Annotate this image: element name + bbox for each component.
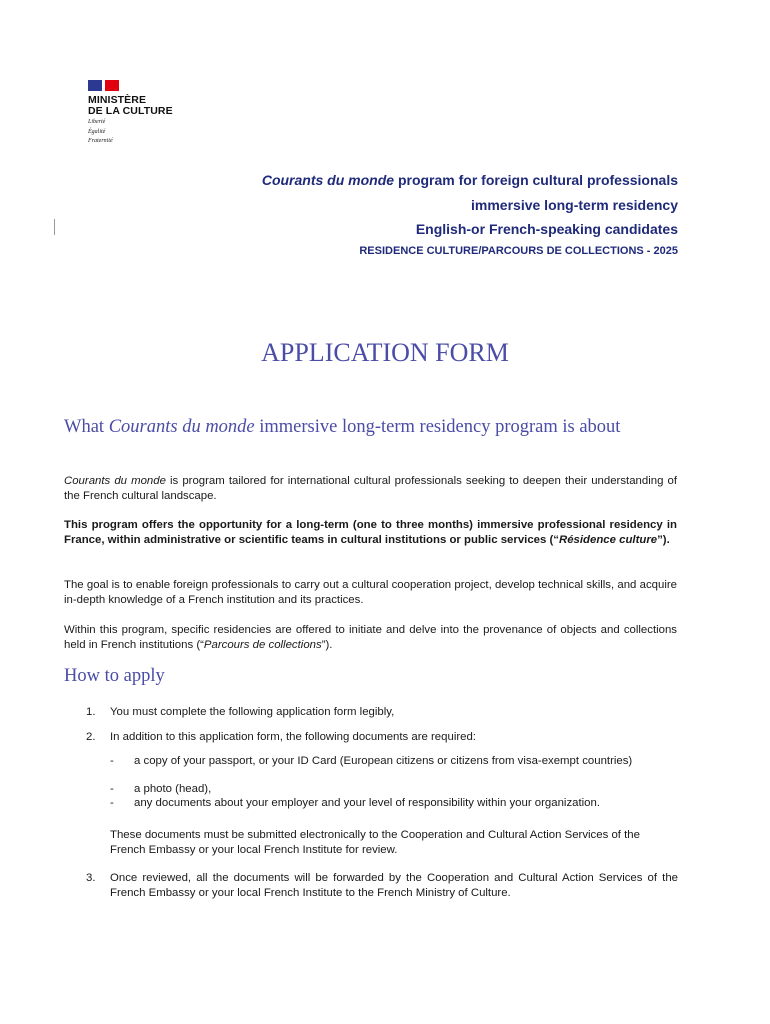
list-text: Once reviewed, all the documents will be forwarded by the Cooperation and Cultural Action Services of the French Embassy or your local French Institute to the French Ministry of Culture. [110,872,678,899]
motto-fraternite: Fraternité [88,138,113,144]
list-number: 1. [86,706,96,718]
section-title-about [64,417,684,438]
paragraph-opportunity-a: This program offers the opportunity for a long-term (one to three months) immersive professional residency in France, within administrative or scientific teams in cultural institutions or public services (“ [64,519,677,546]
paragraph-opportunity-italic: Résidence culture [558,533,658,546]
ministry-logo [88,80,198,146]
header-line-1-rest: program for foreign cultural professionals [394,172,678,188]
paragraph-opportunity [64,518,677,547]
sub-list-text: a photo (head), [134,783,212,795]
paragraph-intro-rest: is program tailored for international cultural professionals seeking to deepen their understanding of the French cultural landscape. [64,475,678,502]
sub-list-item [110,755,650,783]
logo-line-1: MINISTÈRE [88,94,147,106]
list-number: 3. [86,872,96,884]
dash-bullet: - [110,783,114,795]
dash-bullet: - [110,755,114,767]
paragraph-intro [64,474,677,503]
motto-egalite: Égalité [88,128,106,135]
list-number: 2. [86,731,96,743]
header-line-2: immersive long-term residency [471,197,678,213]
header-line-1 [262,172,678,188]
page-title: APPLICATION FORM [261,338,509,367]
list-text: In addition to this application form, the following documents are required: [110,731,476,743]
french-flag-icon [88,80,119,91]
sub-list-item [110,783,650,797]
section-title-about-a: What [64,417,109,437]
motto-liberte: Liberté [88,119,106,125]
margin-mark [54,219,55,235]
paragraph-goal: The goal is to enable foreign professionals to carry out a cultural cooperation project, develop technical skills, and acquire in-depth knowledge of a French institution and its practices. [64,579,677,606]
documents-note: These documents must be submitted electronically to the Cooperation and Cultural Action Services of the French Embassy or your local French Institute for review. [110,829,640,856]
logo-line-2: DE LA CULTURE [88,105,173,117]
dash-bullet: - [110,797,114,809]
paragraph-collections-a: Within this program, specific residencies are offered to initiate and delve into the provenance of objects and collections held in French institutions (“ [64,624,677,651]
list-item [86,871,678,903]
list-text: You must complete the following application form legibly, [110,706,395,718]
paragraph-intro-italic: Courants du monde [64,475,166,487]
section-title-how-to-apply: How to apply [64,666,165,686]
section-title-about-b: immersive long-term residency program is about [254,417,621,437]
sub-list-item [110,797,650,811]
paragraph-collections [64,623,677,652]
header-program-name: Courants du monde [261,172,395,188]
sub-list-text: a copy of your passport, or your ID Card (European citizens or citizens from visa-exempt countries) [134,755,633,767]
list-item [86,705,678,721]
list-item [86,730,678,746]
paragraph-collections-b: ”). [321,638,333,651]
section-title-about-italic: Courants du monde [108,417,255,437]
paragraph-opportunity-b: ”). [657,533,670,546]
header-line-4: RESIDENCE CULTURE/PARCOURS DE COLLECTIONS - 2025 [359,245,678,257]
sub-list-text: any documents about your employer and your level of responsibility within your organization. [134,797,601,809]
header-line-3: English-or French-speaking candidates [415,221,678,237]
paragraph-collections-italic: Parcours de collections [203,638,322,651]
